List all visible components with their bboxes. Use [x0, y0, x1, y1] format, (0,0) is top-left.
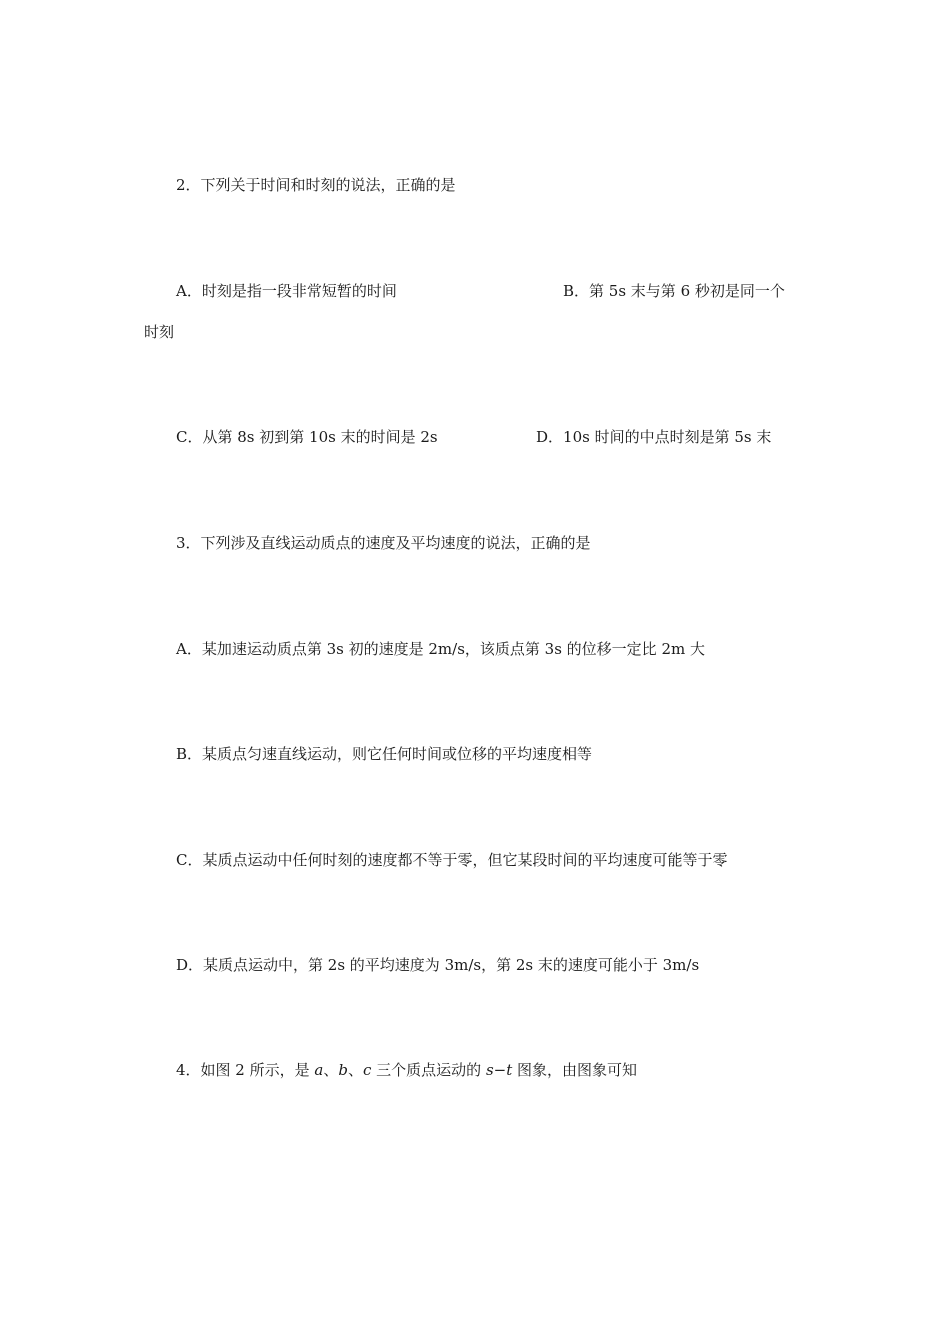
q3-option-c: C．某质点运动中任何时刻的速度都不等于零，但它某段时间的平均速度可能等于零 — [176, 851, 728, 869]
q2-option-a: A．时刻是指一段非常短暂的时间 — [176, 282, 397, 300]
q2-option-d: D．10s 时间的中点时刻是第 5s 末 — [536, 428, 772, 446]
q2-option-b-continued: 时刻 — [144, 323, 175, 341]
q4-stem-suffix: 图象，由图象可知 — [512, 1061, 638, 1079]
q4-stem-prefix: 4．如图 2 所示，是 — [176, 1061, 315, 1079]
q4-stem-mid: 三个质点运动的 — [371, 1061, 486, 1079]
q4-var-b: b — [338, 1061, 348, 1079]
q4-stem — [176, 1060, 637, 1080]
q2-option-c: C．从第 8s 初到第 10s 末的时间是 2s — [176, 428, 438, 446]
q4-var-s: s — [485, 1061, 494, 1079]
q3-stem: 3．下列涉及直线运动质点的速度及平均速度的说法，正确的是 — [176, 534, 591, 552]
q2-option-b: B．第 5s 末与第 6 秒初是同一个 — [563, 282, 785, 300]
q4-dash: − — [493, 1061, 507, 1079]
q4-sep-2: 、 — [347, 1061, 363, 1079]
q3-option-b: B．某质点匀速直线运动，则它任何时间或位移的平均速度相等 — [176, 745, 593, 763]
q4-var-t: t — [506, 1061, 513, 1079]
q3-option-d: D．某质点运动中，第 2s 的平均速度为 3m/s，第 2s 末的速度可能小于 3m/s — [176, 956, 700, 974]
q4-var-a: a — [314, 1061, 324, 1079]
q4-sep-1: 、 — [323, 1061, 339, 1079]
q4-var-c: c — [363, 1061, 372, 1079]
q2-stem: 2．下列关于时间和时刻的说法，正确的是 — [176, 176, 456, 194]
q3-option-a: A．某加速运动质点第 3s 初的速度是 2m/s，该质点第 3s 的位移一定比 2m 大 — [176, 640, 705, 658]
